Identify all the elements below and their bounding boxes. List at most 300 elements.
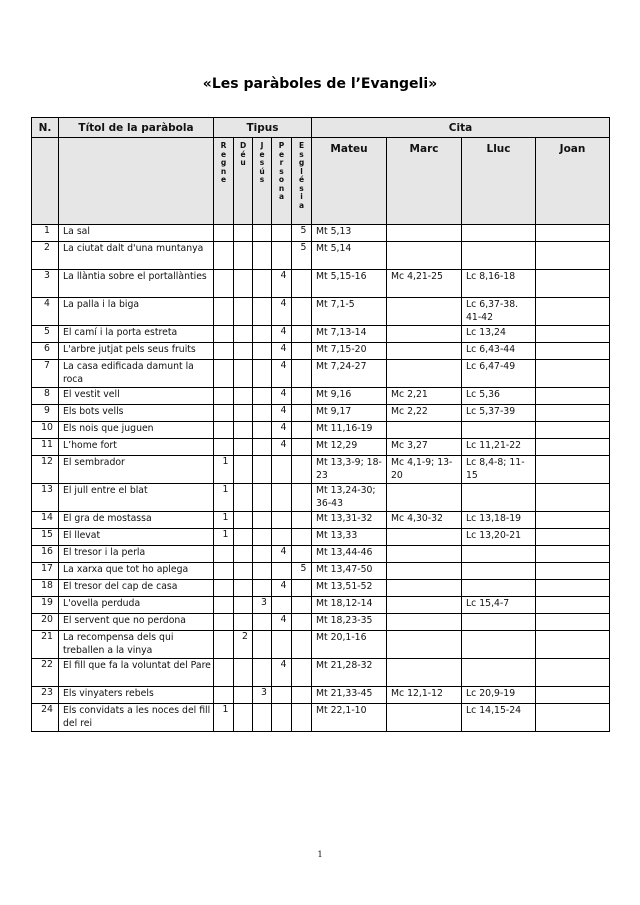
cita-mateu-cell: Mt 18,12-14 [312, 597, 387, 614]
parable-title: L’home fort [59, 439, 214, 456]
table-row [32, 687, 610, 704]
table-row [32, 456, 610, 484]
parable-title: La sal [59, 225, 214, 242]
tipus-regne-cell [214, 597, 234, 614]
tipus-persona-cell: 4 [272, 270, 292, 298]
tipus-esglesia-cell [292, 597, 312, 614]
parable-title: El vestit vell [59, 388, 214, 405]
tipus-deu-cell [234, 242, 253, 270]
cita-marc-cell: Mc 2,22 [387, 405, 462, 422]
cita-marc-cell [387, 597, 462, 614]
tipus-regne-cell [214, 546, 234, 563]
cita-joan-cell [536, 687, 610, 704]
parable-title: El llevat [59, 529, 214, 546]
row-number: 9 [32, 405, 59, 422]
cita-marc-cell [387, 563, 462, 580]
tipus-regne-cell [214, 439, 234, 456]
document-title: «Les paràboles de l’Evangeli» [202, 76, 438, 92]
cita-lluc-cell: Lc 8,16-18 [462, 270, 536, 298]
row-number: 21 [32, 631, 59, 659]
cita-mateu-cell: Mt 5,14 [312, 242, 387, 270]
tipus-persona-cell [272, 563, 292, 580]
cita-joan-cell [536, 270, 610, 298]
cita-marc-cell [387, 631, 462, 659]
parable-title: El servent que no perdona [59, 614, 214, 631]
cita-mateu-cell: Mt 7,24-27 [312, 360, 387, 388]
cita-joan-cell [536, 580, 610, 597]
row-number: 14 [32, 512, 59, 529]
tipus-esglesia-cell [292, 388, 312, 405]
tipus-esglesia-cell [292, 580, 312, 597]
cita-mateu-cell: Mt 7,13-14 [312, 326, 387, 343]
cita-marc-cell: Mc 4,30-32 [387, 512, 462, 529]
tipus-deu-cell [234, 563, 253, 580]
cita-mateu-cell: Mt 9,17 [312, 405, 387, 422]
table-row [32, 360, 610, 388]
tipus-deu-cell [234, 270, 253, 298]
cita-lluc-cell [462, 580, 536, 597]
parable-title: El fill que fa la voluntat del Pare [59, 659, 214, 687]
tipus-esglesia-cell [292, 529, 312, 546]
tipus-persona-cell [272, 242, 292, 270]
parable-title: Els vinyaters rebels [59, 687, 214, 704]
parable-title: Els bots vells [59, 405, 214, 422]
tipus-deu-cell [234, 343, 253, 360]
tipus-persona-cell [272, 529, 292, 546]
table-row [32, 597, 610, 614]
tipus-deu-cell [234, 484, 253, 512]
tipus-jesus-cell [253, 439, 272, 456]
tipus-deu-cell [234, 360, 253, 388]
cita-mateu-cell: Mt 13,51-52 [312, 580, 387, 597]
table-row [32, 484, 610, 512]
tipus-persona-cell: 4 [272, 614, 292, 631]
tipus-esglesia-cell: 5 [292, 563, 312, 580]
tipus-jesus-cell [253, 298, 272, 326]
row-number: 3 [32, 270, 59, 298]
table-row [32, 563, 610, 580]
cita-joan-cell [536, 388, 610, 405]
tipus-deu-cell [234, 456, 253, 484]
tipus-jesus-cell [253, 242, 272, 270]
cita-mateu-cell: Mt 21,28-32 [312, 659, 387, 687]
cita-joan-cell [536, 456, 610, 484]
parable-title: La xarxa que tot ho aplega [59, 563, 214, 580]
table-row [32, 225, 610, 242]
tipus-persona-cell [272, 631, 292, 659]
header-row-main [32, 118, 610, 138]
cita-lluc-cell [462, 614, 536, 631]
cita-mateu-cell: Mt 7,15-20 [312, 343, 387, 360]
cita-lluc-cell [462, 242, 536, 270]
parable-title: El sembrador [59, 456, 214, 484]
cita-marc-cell [387, 225, 462, 242]
row-number: 10 [32, 422, 59, 439]
tipus-deu-cell [234, 687, 253, 704]
cita-mateu-cell: Mt 13,3-9; 18-23 [312, 456, 387, 484]
tipus-persona-cell: 4 [272, 326, 292, 343]
row-number: 24 [32, 704, 59, 732]
row-number: 12 [32, 456, 59, 484]
parable-title: Els convidats a les noces del fill del rei [59, 704, 214, 732]
cita-joan-cell [536, 484, 610, 512]
tipus-deu-cell [234, 659, 253, 687]
cita-marc-cell: Mc 4,21-25 [387, 270, 462, 298]
row-number: 16 [32, 546, 59, 563]
header-tipus-esglesia-label: Església [298, 141, 305, 210]
cita-joan-cell [536, 597, 610, 614]
cita-marc-cell: Mc 3,27 [387, 439, 462, 456]
header-tipus-persona-label: Persona [278, 141, 285, 201]
tipus-jesus-cell [253, 631, 272, 659]
cita-lluc-cell: Lc 14,15-24 [462, 704, 536, 732]
tipus-jesus-cell [253, 422, 272, 439]
cita-joan-cell [536, 422, 610, 439]
tipus-regne-cell [214, 270, 234, 298]
tipus-persona-cell: 4 [272, 388, 292, 405]
cita-mateu-cell: Mt 21,33-45 [312, 687, 387, 704]
cita-lluc-cell: Lc 6,43-44 [462, 343, 536, 360]
tipus-regne-cell [214, 631, 234, 659]
tipus-jesus-cell [253, 659, 272, 687]
tipus-jesus-cell [253, 326, 272, 343]
row-number: 11 [32, 439, 59, 456]
cita-mateu-cell: Mt 13,44-46 [312, 546, 387, 563]
tipus-regne-cell: 1 [214, 512, 234, 529]
cita-joan-cell [536, 360, 610, 388]
tipus-regne-cell [214, 242, 234, 270]
cita-marc-cell [387, 484, 462, 512]
tipus-persona-cell: 4 [272, 422, 292, 439]
table-row [32, 270, 610, 298]
tipus-deu-cell [234, 405, 253, 422]
parable-title: El gra de mostassa [59, 512, 214, 529]
cita-lluc-cell: Lc 13,24 [462, 326, 536, 343]
row-number: 7 [32, 360, 59, 388]
tipus-jesus-cell [253, 704, 272, 732]
cita-lluc-cell: Lc 6,47-49 [462, 360, 536, 388]
tipus-esglesia-cell [292, 422, 312, 439]
cita-marc-cell [387, 580, 462, 597]
tipus-esglesia-cell [292, 270, 312, 298]
tipus-regne-cell [214, 343, 234, 360]
cita-joan-cell [536, 512, 610, 529]
row-number: 1 [32, 225, 59, 242]
tipus-persona-cell [272, 512, 292, 529]
parable-title: La llàntia sobre el portallànties [59, 270, 214, 298]
tipus-esglesia-cell [292, 687, 312, 704]
tipus-persona-cell [272, 456, 292, 484]
cita-joan-cell [536, 614, 610, 631]
cita-lluc-cell [462, 563, 536, 580]
tipus-jesus-cell [253, 529, 272, 546]
table-row [32, 388, 610, 405]
cita-mateu-cell: Mt 22,1-10 [312, 704, 387, 732]
tipus-regne-cell: 1 [214, 456, 234, 484]
row-number: 4 [32, 298, 59, 326]
tipus-deu-cell: 2 [234, 631, 253, 659]
cita-lluc-cell [462, 659, 536, 687]
cita-joan-cell [536, 343, 610, 360]
cita-marc-cell [387, 659, 462, 687]
tipus-regne-cell [214, 225, 234, 242]
cita-lluc-cell: Lc 11,21-22 [462, 439, 536, 456]
tipus-regne-cell [214, 388, 234, 405]
tipus-esglesia-cell [292, 704, 312, 732]
parable-title: L'arbre jutjat pels seus fruits [59, 343, 214, 360]
table-row [32, 529, 610, 546]
tipus-persona-cell [272, 687, 292, 704]
tipus-regne-cell: 1 [214, 704, 234, 732]
tipus-regne-cell [214, 405, 234, 422]
header-tipus-deu-label: Déu [240, 141, 247, 167]
tipus-deu-cell [234, 597, 253, 614]
tipus-regne-cell [214, 563, 234, 580]
tipus-esglesia-cell [292, 405, 312, 422]
row-number: 2 [32, 242, 59, 270]
tipus-jesus-cell [253, 563, 272, 580]
table-row [32, 439, 610, 456]
tipus-regne-cell [214, 580, 234, 597]
row-number: 8 [32, 388, 59, 405]
header-number-blank [32, 138, 59, 225]
header-cita-lluc: Lluc [462, 138, 536, 225]
cita-joan-cell [536, 439, 610, 456]
tipus-persona-cell [272, 484, 292, 512]
cita-joan-cell [536, 659, 610, 687]
cita-lluc-cell: Lc 20,9-19 [462, 687, 536, 704]
table-body [32, 225, 610, 732]
cita-joan-cell [536, 546, 610, 563]
tipus-deu-cell [234, 388, 253, 405]
tipus-regne-cell: 1 [214, 529, 234, 546]
cita-joan-cell [536, 631, 610, 659]
table-row [32, 405, 610, 422]
tipus-jesus-cell [253, 484, 272, 512]
table-row [32, 422, 610, 439]
tipus-jesus-cell [253, 456, 272, 484]
table-row [32, 512, 610, 529]
cita-mateu-cell: Mt 20,1-16 [312, 631, 387, 659]
cita-marc-cell [387, 326, 462, 343]
cita-joan-cell [536, 704, 610, 732]
cita-lluc-cell [462, 484, 536, 512]
tipus-deu-cell [234, 422, 253, 439]
cita-marc-cell [387, 704, 462, 732]
cita-mateu-cell: Mt 5,15-16 [312, 270, 387, 298]
parable-title: El tresor del cap de casa [59, 580, 214, 597]
cita-joan-cell [536, 563, 610, 580]
header-cita: Cita [312, 118, 610, 138]
table-row [32, 580, 610, 597]
tipus-deu-cell [234, 298, 253, 326]
header-cita-marc: Marc [387, 138, 462, 225]
header-tipus-regne-label: Regne [220, 141, 227, 184]
tipus-esglesia-cell [292, 298, 312, 326]
table-row [32, 546, 610, 563]
header-tipus-persona [272, 138, 292, 225]
tipus-persona-cell: 4 [272, 439, 292, 456]
tipus-persona-cell: 4 [272, 405, 292, 422]
cita-mateu-cell: Mt 11,16-19 [312, 422, 387, 439]
cita-lluc-cell: Lc 13,20-21 [462, 529, 536, 546]
row-number: 15 [32, 529, 59, 546]
cita-lluc-cell: Lc 15,4-7 [462, 597, 536, 614]
tipus-regne-cell [214, 687, 234, 704]
tipus-regne-cell [214, 298, 234, 326]
cita-marc-cell [387, 614, 462, 631]
cita-marc-cell [387, 343, 462, 360]
cita-marc-cell: Mc 12,1-12 [387, 687, 462, 704]
tipus-regne-cell [214, 360, 234, 388]
tipus-jesus-cell [253, 405, 272, 422]
tipus-jesus-cell [253, 388, 272, 405]
cita-mateu-cell: Mt 13,47-50 [312, 563, 387, 580]
row-number: 18 [32, 580, 59, 597]
table-row [32, 326, 610, 343]
tipus-regne-cell [214, 326, 234, 343]
tipus-deu-cell [234, 580, 253, 597]
tipus-deu-cell [234, 704, 253, 732]
tipus-jesus-cell [253, 614, 272, 631]
row-number: 20 [32, 614, 59, 631]
tipus-persona-cell [272, 597, 292, 614]
header-title-blank [59, 138, 214, 225]
parable-title: El jull entre el blat [59, 484, 214, 512]
row-number: 19 [32, 597, 59, 614]
header-tipus-regne [214, 138, 234, 225]
tipus-persona-cell: 4 [272, 659, 292, 687]
parable-title: El camí i la porta estreta [59, 326, 214, 343]
tipus-esglesia-cell [292, 456, 312, 484]
cita-mateu-cell: Mt 12,29 [312, 439, 387, 456]
tipus-persona-cell: 4 [272, 343, 292, 360]
parable-title: La ciutat dalt d'una muntanya [59, 242, 214, 270]
cita-lluc-cell: Lc 8,4-8; 11-15 [462, 456, 536, 484]
tipus-esglesia-cell: 5 [292, 225, 312, 242]
tipus-esglesia-cell [292, 659, 312, 687]
tipus-persona-cell: 4 [272, 298, 292, 326]
cita-lluc-cell: Lc 6,37-38. 41-42 [462, 298, 536, 326]
table-row [32, 631, 610, 659]
cita-marc-cell [387, 242, 462, 270]
cita-lluc-cell [462, 546, 536, 563]
page-number: 1 [317, 850, 323, 859]
header-cita-mateu: Mateu [312, 138, 387, 225]
tipus-deu-cell [234, 614, 253, 631]
tipus-deu-cell [234, 529, 253, 546]
tipus-persona-cell: 4 [272, 360, 292, 388]
tipus-esglesia-cell [292, 484, 312, 512]
table-row [32, 659, 610, 687]
parable-title: La palla i la biga [59, 298, 214, 326]
tipus-deu-cell [234, 326, 253, 343]
cita-lluc-cell: Lc 5,37-39 [462, 405, 536, 422]
tipus-esglesia-cell [292, 326, 312, 343]
tipus-jesus-cell: 3 [253, 687, 272, 704]
parable-title: La casa edificada damunt la roca [59, 360, 214, 388]
cita-joan-cell [536, 405, 610, 422]
header-tipus-deu [234, 138, 253, 225]
tipus-deu-cell [234, 546, 253, 563]
table-row [32, 343, 610, 360]
parables-table [31, 117, 610, 732]
row-number: 17 [32, 563, 59, 580]
cita-marc-cell [387, 529, 462, 546]
header-row-sub [32, 138, 610, 225]
cita-mateu-cell: Mt 18,23-35 [312, 614, 387, 631]
cita-mateu-cell: Mt 13,24-30; 36-43 [312, 484, 387, 512]
tipus-jesus-cell [253, 546, 272, 563]
header-cita-joan: Joan [536, 138, 610, 225]
cita-mateu-cell: Mt 13,31-32 [312, 512, 387, 529]
cita-lluc-cell: Lc 13,18-19 [462, 512, 536, 529]
table-row [32, 298, 610, 326]
tipus-jesus-cell [253, 512, 272, 529]
cita-lluc-cell [462, 225, 536, 242]
parable-title: L'ovella perduda [59, 597, 214, 614]
header-tipus-jesus-label: Jesús [259, 141, 265, 184]
row-number: 23 [32, 687, 59, 704]
tipus-esglesia-cell [292, 439, 312, 456]
tipus-deu-cell [234, 512, 253, 529]
row-number: 13 [32, 484, 59, 512]
cita-joan-cell [536, 529, 610, 546]
tipus-deu-cell [234, 439, 253, 456]
header-tipus-jesus [253, 138, 272, 225]
tipus-jesus-cell [253, 580, 272, 597]
tipus-esglesia-cell [292, 614, 312, 631]
tipus-esglesia-cell [292, 546, 312, 563]
cita-marc-cell [387, 546, 462, 563]
header-number: N. [32, 118, 59, 138]
tipus-esglesia-cell [292, 360, 312, 388]
tipus-esglesia-cell [292, 512, 312, 529]
tipus-jesus-cell [253, 270, 272, 298]
tipus-persona-cell: 4 [272, 580, 292, 597]
row-number: 5 [32, 326, 59, 343]
table-row [32, 614, 610, 631]
tipus-deu-cell [234, 225, 253, 242]
tipus-regne-cell: 1 [214, 484, 234, 512]
tipus-jesus-cell [253, 343, 272, 360]
tipus-esglesia-cell: 5 [292, 242, 312, 270]
cita-marc-cell [387, 298, 462, 326]
cita-mateu-cell: Mt 7,1-5 [312, 298, 387, 326]
cita-lluc-cell [462, 422, 536, 439]
parable-title: El tresor i la perla [59, 546, 214, 563]
cita-lluc-cell: Lc 5,36 [462, 388, 536, 405]
table-row [32, 704, 610, 732]
tipus-regne-cell [214, 659, 234, 687]
table-row [32, 242, 610, 270]
tipus-esglesia-cell [292, 631, 312, 659]
tipus-regne-cell [214, 614, 234, 631]
tipus-persona-cell [272, 225, 292, 242]
cita-joan-cell [536, 225, 610, 242]
cita-mateu-cell: Mt 5,13 [312, 225, 387, 242]
cita-marc-cell: Mc 4,1-9; 13-20 [387, 456, 462, 484]
tipus-esglesia-cell [292, 343, 312, 360]
row-number: 22 [32, 659, 59, 687]
header-title: Títol de la paràbola [59, 118, 214, 138]
cita-joan-cell [536, 298, 610, 326]
cita-mateu-cell: Mt 13,33 [312, 529, 387, 546]
tipus-jesus-cell [253, 360, 272, 388]
tipus-regne-cell [214, 422, 234, 439]
tipus-jesus-cell: 3 [253, 597, 272, 614]
header-tipus-esglesia [292, 138, 312, 225]
